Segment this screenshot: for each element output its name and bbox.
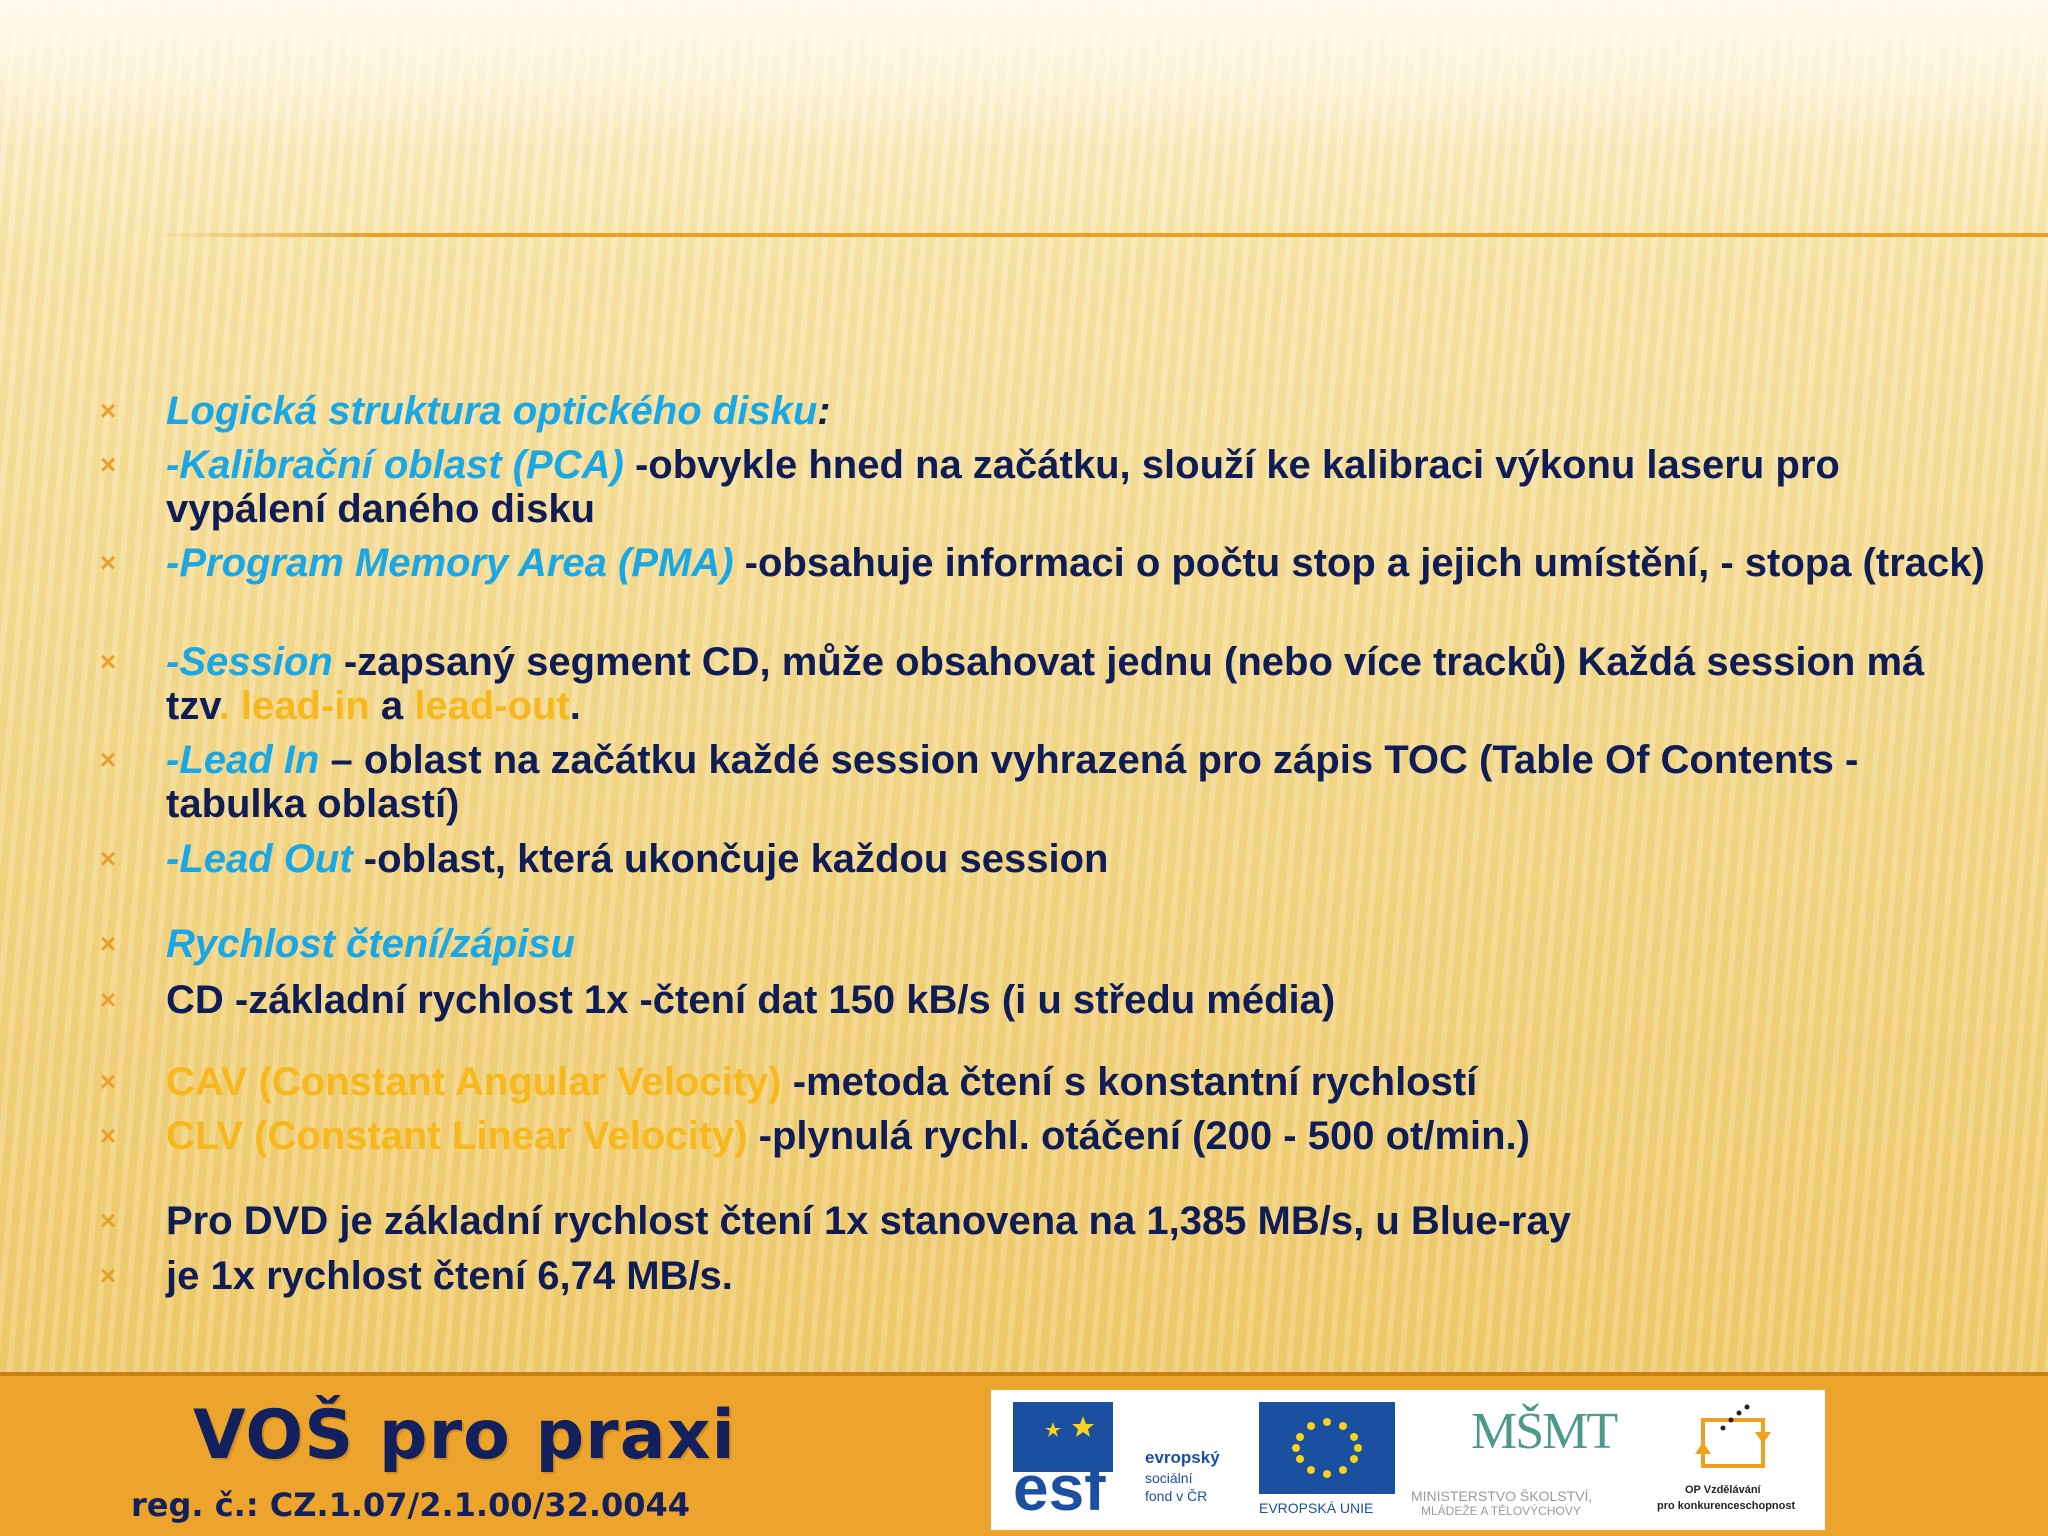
op-logo bbox=[1649, 1402, 1819, 1518]
msmt-mark: MŠMT bbox=[1471, 1403, 1617, 1460]
bullet-item bbox=[99, 541, 1996, 585]
svg-text:esf: esf bbox=[1013, 1452, 1106, 1518]
item-text-part: CD -základní rychlost 1x -čtení dat 150 kB/s (i u středu média) bbox=[166, 978, 1336, 1022]
esf-caption-2: sociální bbox=[1145, 1470, 1193, 1486]
bullet-item bbox=[99, 389, 1996, 433]
item-text-part: lead-out bbox=[414, 684, 570, 728]
msmt-logo bbox=[1411, 1402, 1641, 1518]
item-text-part: Logická struktura optického disku bbox=[166, 389, 818, 433]
bullet-item bbox=[99, 922, 1996, 966]
item-text-part: -obvykle hned na začátku, slouží ke kalibraci výkonu laseru pro vypálení daného disku bbox=[166, 443, 1840, 531]
bullet-x-icon: × bbox=[99, 395, 117, 426]
item-text-part: . lead-in bbox=[218, 684, 370, 728]
footer-band bbox=[0, 1372, 2048, 1536]
bullet-item bbox=[99, 443, 1996, 531]
item-text-part: -oblast, která ukončuje každou session bbox=[352, 837, 1109, 881]
footer-title: VOŠ pro praxi bbox=[193, 1396, 736, 1475]
bullet-item bbox=[99, 738, 1996, 826]
bullet-x-icon: × bbox=[99, 1066, 117, 1097]
bullet-x-icon: × bbox=[99, 843, 117, 874]
msmt-caption-2: MLÁDEŽE A TĚLOVÝCHOVY bbox=[1421, 1504, 1581, 1518]
bullet-item bbox=[99, 1114, 1996, 1158]
item-text-part: -metoda čtení s konstantní rychlostí bbox=[781, 1060, 1478, 1104]
bullet-item bbox=[99, 1060, 1996, 1104]
bullet-item bbox=[99, 837, 1996, 881]
op-arrows-icon bbox=[1689, 1402, 1779, 1478]
item-text-part: -Session bbox=[166, 640, 333, 684]
bullet-x-icon: × bbox=[99, 1205, 117, 1236]
esf-logo bbox=[1013, 1402, 1253, 1518]
item-text-part: CAV (Constant Angular Velocity) bbox=[166, 1060, 782, 1104]
item-text-part: -Program Memory Area (PMA) bbox=[166, 541, 734, 585]
item-text-part: – oblast na začátku každé session vyhrazená pro zápis TOC (Table Of Contents -tabulka oblastí) bbox=[166, 738, 1859, 826]
item-text-part: -zapsaný segment CD, může obsahovat jednu (nebo více tracků) Každá session má tzv bbox=[166, 640, 1925, 728]
sponsor-logos bbox=[991, 1390, 1825, 1530]
eu-flag-icon bbox=[1259, 1402, 1395, 1494]
bullet-x-icon: × bbox=[99, 449, 117, 480]
item-text-part: -obsahuje informaci o počtu stop a jejich umístění, - stopa (track) bbox=[733, 541, 1985, 585]
item-text-part: CLV (Constant Linear Velocity) bbox=[166, 1114, 748, 1158]
item-text-part: a bbox=[369, 684, 415, 728]
item-text-part: -Lead In bbox=[166, 738, 320, 782]
item-text-part: Rychlost čtení/zápisu bbox=[166, 922, 575, 966]
bullet-x-icon: × bbox=[99, 1120, 117, 1151]
op-caption-2: pro konkurenceschopnost bbox=[1657, 1500, 1796, 1512]
bullet-x-icon: × bbox=[99, 547, 117, 578]
item-text-part: -Lead Out bbox=[166, 837, 353, 881]
item-text-part: je 1x rychlost čtení 6,74 MB/s. bbox=[166, 1254, 733, 1298]
bullet-item bbox=[99, 1254, 1996, 1298]
eu-caption: EVROPSKÁ UNIE bbox=[1259, 1500, 1374, 1516]
item-text-part: Pro DVD je základní rychlost čtení 1x stanovena na 1,385 MB/s, u Blue-ray bbox=[166, 1199, 1571, 1243]
bullet-item bbox=[99, 978, 1996, 1022]
footer-registration: reg. č.: CZ.1.07/2.1.00/32.0044 bbox=[131, 1486, 691, 1524]
item-text-part: -Kalibrační oblast (PCA) bbox=[166, 443, 624, 487]
op-caption-1: OP Vzdělávání bbox=[1685, 1484, 1761, 1496]
esf-mark-icon bbox=[1013, 1402, 1143, 1518]
bullet-x-icon: × bbox=[99, 646, 117, 677]
bullet-x-icon: × bbox=[99, 1260, 117, 1291]
bullet-item bbox=[99, 1199, 1996, 1243]
bullet-x-icon: × bbox=[99, 984, 117, 1015]
esf-caption-3: fond v ČR bbox=[1145, 1488, 1208, 1504]
item-text-part: : bbox=[817, 389, 831, 433]
msmt-caption-1: MINISTERSTVO ŠKOLSTVÍ, bbox=[1411, 1488, 1593, 1504]
item-text-part: . bbox=[569, 684, 581, 728]
bullet-x-icon: × bbox=[99, 744, 117, 775]
bullet-x-icon: × bbox=[99, 928, 117, 959]
bullet-item bbox=[99, 640, 1996, 728]
eu-logo bbox=[1259, 1402, 1399, 1518]
item-text-part: -plynulá rychl. otáčení (200 - 500 ot/min.) bbox=[747, 1114, 1530, 1158]
esf-caption-1: evropský bbox=[1145, 1448, 1220, 1467]
